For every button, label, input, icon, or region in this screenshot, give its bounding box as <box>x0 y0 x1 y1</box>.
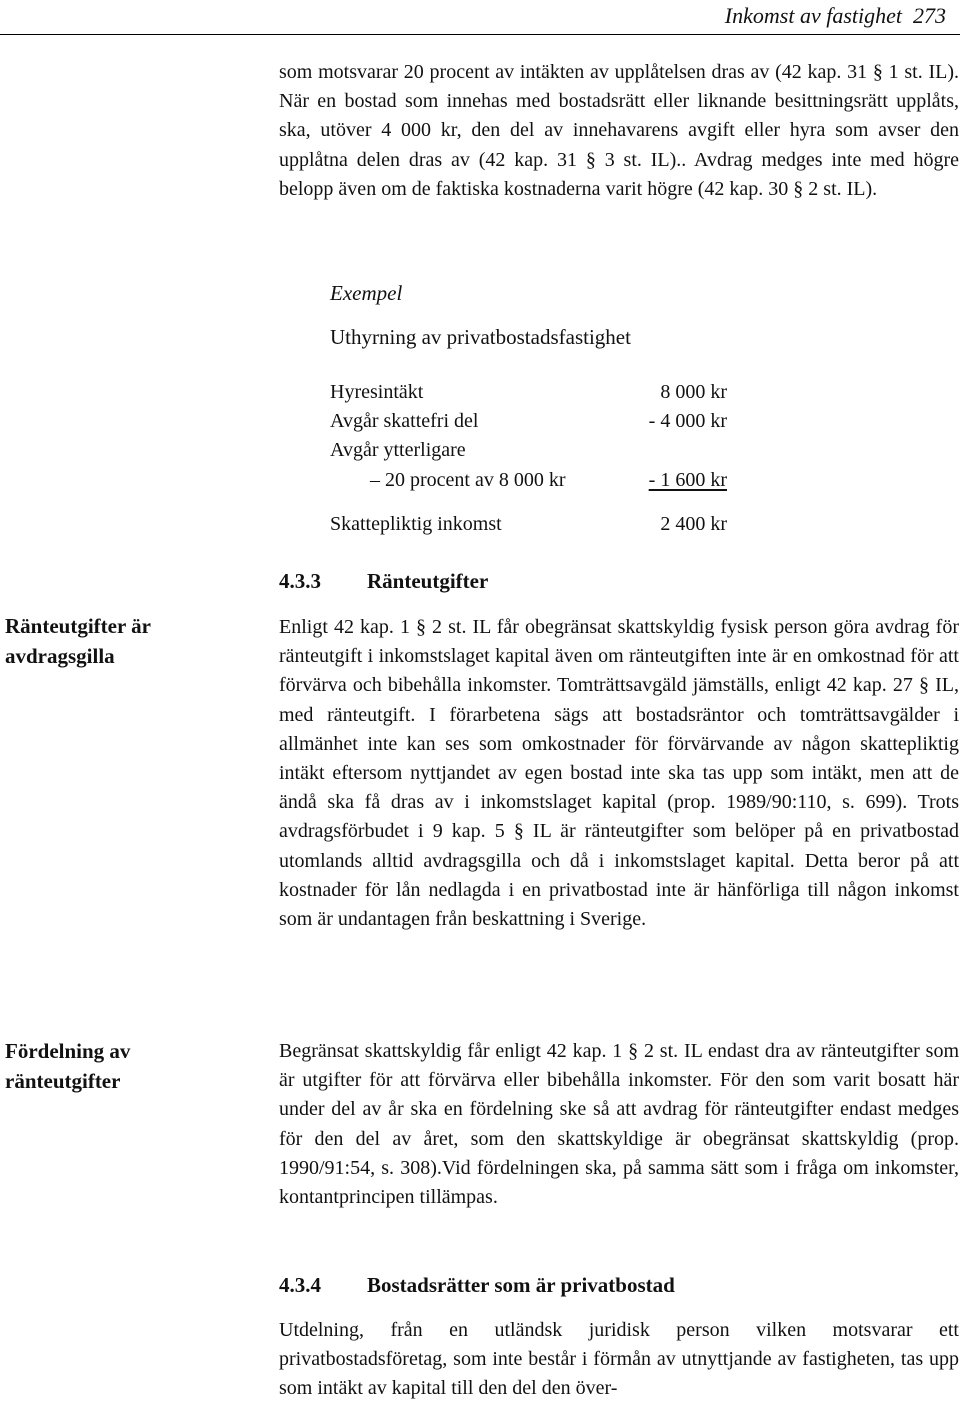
running-header <box>0 0 960 35</box>
section-number: 4.3.3 <box>279 569 321 593</box>
example-row-percent <box>330 466 727 495</box>
intro-paragraph: som motsvarar 20 procent av intäkten av upplåtelsen dras av (42 kap. 31 § 1 st. IL). När en bostad som innehas med bostadsrätt eller liknande besittningsrätt upplåts, ska, utöver 4 000 kr, den del av innehavarens avgift eller hyra som avser den upplåtna delen dras av (42 kap. 31 § 3 st. IL).. Avdrag medges inte med högre belopp även om de faktiska kostnaderna varit högre (42 kap. 30 § 2 st. IL). <box>279 61 959 200</box>
example-label: Exempel <box>330 281 403 305</box>
example-title: Uthyrning av privatbostadsfastighet <box>330 325 631 349</box>
example-row-label: Avgår skattefri del <box>330 410 479 432</box>
section-heading-4-3-3 <box>279 567 488 595</box>
section-title: Bostadsrätter som är privatbostad <box>367 1273 675 1297</box>
example-row-value: 8 000 kr <box>660 381 727 403</box>
section-title: Ränteutgifter <box>367 569 489 593</box>
example-row-value: 2 400 kr <box>660 513 727 535</box>
example-row-label: Hyresintäkt <box>330 381 424 403</box>
example-row-value: - 4 000 kr <box>648 410 727 432</box>
example-row-label: – 20 procent av 8 000 kr <box>370 469 566 491</box>
running-header-text <box>725 3 946 29</box>
margin-note-interest-deductible: Ränteutgifter är avdragsgilla <box>5 614 151 668</box>
example-row-additional <box>330 436 727 465</box>
example-row-taxfree <box>330 407 727 436</box>
section-heading-4-3-4 <box>279 1271 675 1299</box>
body-paragraph: Enligt 42 kap. 1 § 2 st. IL får obegränsat skattskyldig fysisk person göra avdrag för ränteutgift i inkomstslaget kapital även om ränteutgiften inte är en omkostnad för att förvärva och bibehålla inkomster. Tomträttsavgäld jämställs, enligt 42 kap. 27 § IL, med ränteutgift. I förarbetena sägs att bostadsräntor och tomträttsavgälder i allmänhet inte kan ses som omkostnader för förvärvande av någon skattepliktig intäkt eftersom nyttjandet av egen bostad inte ska tas upp som intäkt, men att de ändå ska få dras av i inkomstslaget kapital (prop. 1989/90:110, s. 699). Trots avdragsförbudet i 9 kap. 5 § IL är ränteutgifter som belöper på en privatbostad utomlands alltid avdragsgilla och då i inkomstslaget kapital. Detta beror på att kostnader för lån nedlagda i en privatbostad inte är hänförliga till någon inkomst som är undantagen från beskattning i Sverige. <box>279 616 959 931</box>
example-row-income <box>330 378 727 407</box>
margin-note-interest-allocation: Fördelning av ränteutgifter <box>5 1039 131 1093</box>
body-paragraph: Begränsat skattskyldig får enligt 42 kap. 1 § 2 st. IL endast dra av ränteutgifter som är utgifter för att förvärva eller bibehålla inkomster. För den som varit bosatt här under del av år ska en fördelning ske så att avdrag för ränteutgifter endast medges för den del av året, som den skattskyldige är obegränsat skattskyldig (prop. 1990/91:54, s. 308).Vid fördelningen ska, på samma sätt som i fråga om inkomster, kontantprincipen tillämpas. <box>279 1040 959 1209</box>
example-row-label: Avgår ytterligare <box>330 439 466 461</box>
running-title: Inkomst av fastighet <box>724 3 902 28</box>
page-number: 273 <box>913 3 946 28</box>
example-row-taxable <box>330 510 727 539</box>
section-number: 4.3.4 <box>279 1273 321 1297</box>
example-row-label: Skattepliktig inkomst <box>330 513 502 535</box>
example-row-value: - 1 600 kr <box>648 469 727 491</box>
body-paragraph: Utdelning, från en utländsk juridisk person vilken motsvarar ett privatbostadsföretag, som inte består i förmån av utnyttjande av fastigheten, tas upp som intäkt av kapital till den del den över- <box>279 1319 959 1400</box>
